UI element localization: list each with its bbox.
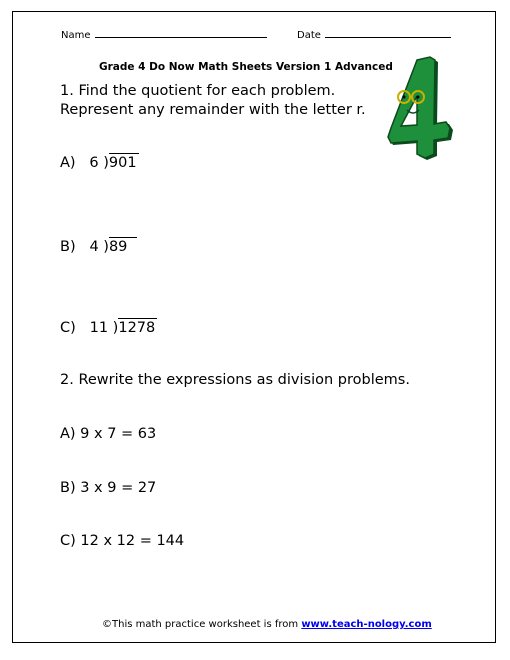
problem-a: A) 6 )901 <box>60 155 137 171</box>
problem-b: B) 4 )89 <box>60 237 137 255</box>
problem-a-divisor: 6 <box>89 155 99 171</box>
problem-b-dividend: 89 <box>109 237 137 255</box>
footer-text: ©This math practice worksheet is from <box>102 619 302 630</box>
section2-item-c: C) 12 x 12 = 144 <box>60 533 185 549</box>
problem-b-label: B) <box>60 239 76 255</box>
page-title: Grade 4 Do Now Math Sheets Version 1 Advanced <box>99 61 393 73</box>
section2-instruction: 2. Rewrite the expressions as division problems. <box>60 372 410 388</box>
footer <box>102 619 432 630</box>
date-blank[interactable] <box>325 36 451 38</box>
section2-item-a: A) 9 x 7 = 63 <box>60 426 157 442</box>
date-field <box>297 30 451 41</box>
number-four-mascot-icon <box>387 56 459 164</box>
problem-b-divisor: 4 <box>89 239 99 255</box>
footer-link[interactable]: www.teach-nology.com <box>301 619 432 630</box>
section1-instruction-line1: 1. Find the quotient for each problem. <box>60 83 336 99</box>
problem-a-label: A) <box>60 155 76 171</box>
problem-c-divisor: 11 <box>89 320 109 336</box>
date-label: Date <box>297 30 321 41</box>
problem-c-label: C) <box>60 320 76 336</box>
problem-a-dividend: 901 <box>108 155 137 171</box>
problem-c-dividend: 1278 <box>118 320 156 336</box>
name-label: Name <box>61 30 91 41</box>
section1-instruction-line2: Represent any remainder with the letter r. <box>60 102 366 118</box>
name-field <box>61 30 267 41</box>
section2-item-b: B) 3 x 9 = 27 <box>60 480 157 496</box>
problem-c: C) 11 )1278 <box>60 320 156 336</box>
name-blank[interactable] <box>95 36 267 38</box>
